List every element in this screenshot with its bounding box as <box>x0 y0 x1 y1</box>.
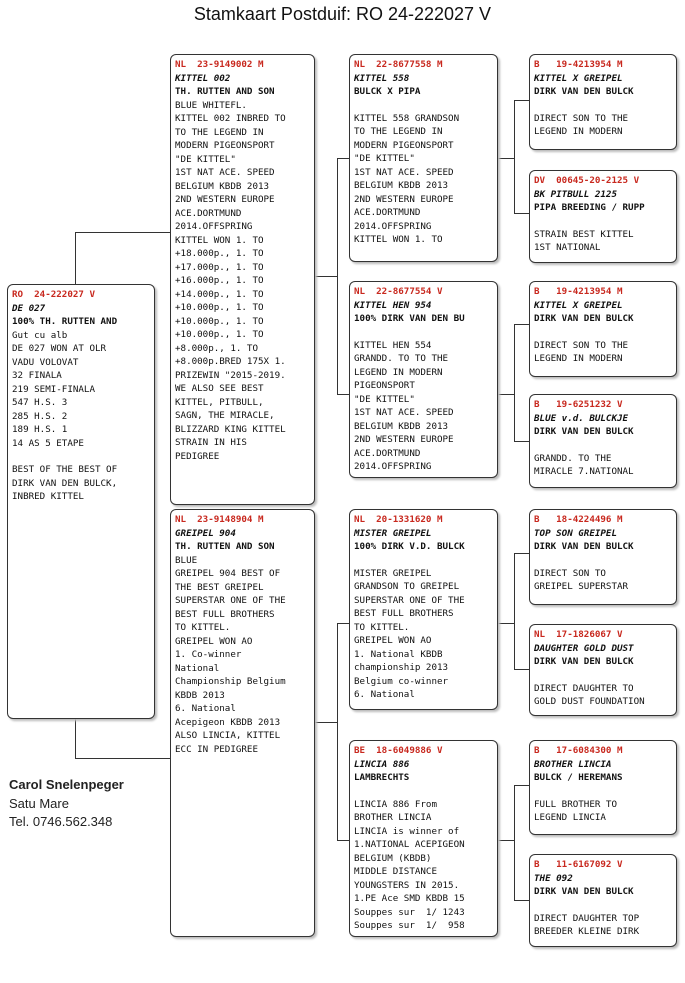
blank-line <box>354 785 493 798</box>
ring-number: B 19-4213954 M <box>534 59 623 70</box>
pedigree-note-line: BLIZZARD KING KITTEL <box>175 423 286 435</box>
connector-line <box>514 213 529 214</box>
pedigree-note-line: SUPERSTAR ONE OF THE <box>354 594 465 606</box>
blank-line <box>354 554 493 567</box>
ring-number: NL 22-8677554 V <box>354 286 443 297</box>
pedigree-note-line: KITTEL, PITBULL, <box>175 396 264 408</box>
pedigree-note-line: MISTER GREIPEL <box>354 567 432 579</box>
pedigree-note-line: MIDDLE DISTANCE <box>354 866 437 877</box>
ring-number: BE 18-6049886 V <box>354 745 443 756</box>
blank-line <box>354 99 493 112</box>
sire-sire-dam-card[interactable] <box>529 170 677 263</box>
ring-number: NL 23-9148904 M <box>175 514 264 525</box>
connector-line <box>514 100 529 101</box>
ring-number: B 19-6251232 V <box>534 399 623 410</box>
pedigree-note-line: LINCIA 886 From <box>354 798 437 810</box>
pedigree-note-line: STRAIN BEST KITTEL <box>534 228 634 240</box>
ring-number: NL 17-1826067 V <box>534 629 623 640</box>
pedigree-note-line: BROTHER LINCIA <box>354 812 432 823</box>
pedigree-note-line: ALSO LINCIA, KITTEL <box>175 730 281 741</box>
pedigree-note-line: BREEDER KLEINE DIRK <box>534 926 640 937</box>
connector-line <box>498 158 514 159</box>
pedigree-note-line: 2ND WESTERN EUROPE <box>354 434 454 445</box>
connector-line <box>514 669 529 670</box>
pedigree-note-line: 1ST NAT ACE. SPEED <box>175 167 275 178</box>
pedigree-note-line: championship 2013 <box>354 662 449 673</box>
ring-number: NL 23-9149002 M <box>175 59 264 70</box>
pedigree-note-line: 2ND WESTERN EUROPE <box>175 194 275 205</box>
pedigree-note-line: Gut cu alb <box>12 329 68 341</box>
pedigree-note-line: GOLD DUST FOUNDATION <box>534 696 645 707</box>
pedigree-note-line: 2014.OFFSPRING <box>175 221 253 232</box>
blank-line <box>354 326 493 339</box>
pedigree-note-line: PRIZEWIN "2015-2019. <box>175 369 286 381</box>
breeder-name: DIRK VAN DEN BULCK <box>534 86 634 97</box>
owner-city: Satu Mare <box>9 795 69 811</box>
pedigree-note-line: KITTEL 558 GRANDSON <box>354 112 460 124</box>
pedigree-note-line: KBDB 2013 <box>175 689 225 701</box>
owner-info <box>9 776 124 832</box>
pedigree-note-line: SAGN, THE MIRACLE, <box>175 410 275 421</box>
connector-line <box>514 785 515 900</box>
pedigree-note-line: VADU VOLOVAT <box>12 356 79 368</box>
pedigree-note-line: KITTEL HEN 554 <box>354 339 432 351</box>
connector-line <box>498 840 514 841</box>
connector-line <box>514 553 529 554</box>
pedigree-note-line: Acepigeon KBDB 2013 <box>175 716 281 728</box>
connector-line <box>514 324 529 325</box>
blank-line <box>534 669 672 682</box>
breeder-name: PIPA BREEDING / RUPP <box>534 202 645 213</box>
pedigree-note-line: 1ST NAT ACE. SPEED <box>354 407 454 418</box>
sire-card[interactable] <box>170 54 315 505</box>
owner-name: Carol Snelenpeger <box>9 777 124 792</box>
pedigree-note-line: +8.000p.BRED 175X 1. <box>175 356 286 367</box>
pedigree-note-line: +14.000p., 1. TO <box>175 288 264 300</box>
pigeon-name: TOP SON GREIPEL <box>534 527 617 539</box>
breeder-name: DIRK VAN DEN BULCK <box>534 886 634 897</box>
pedigree-note-line: 1.NATIONAL ACEPIGEON <box>354 839 465 850</box>
breeder-name: BULCK X PIPA <box>354 86 421 97</box>
pigeon-name: BK PITBULL 2125 <box>534 188 617 200</box>
ring-number: B 18-4224496 M <box>534 514 623 525</box>
ring-number: B 19-4213954 M <box>534 286 623 297</box>
pedigree-note-line: LEGEND IN MODERN <box>534 126 623 137</box>
pedigree-note-line: PIGEONSPORT <box>354 380 415 391</box>
blank-line <box>534 439 672 452</box>
pedigree-note-line: LINCIA is winner of <box>354 825 460 837</box>
dam-sire-sire-card[interactable] <box>529 509 677 605</box>
connector-line <box>514 553 515 669</box>
pedigree-note-line: 6. National <box>175 703 236 714</box>
connector-line <box>337 394 349 395</box>
pedigree-note-line: Souppes sur 1/ 1243 <box>354 906 465 918</box>
pedigree-note-line: 6. National <box>354 689 415 700</box>
pedigree-note-line: LEGEND IN MODERN <box>354 366 443 378</box>
pedigree-note-line: LEGEND LINCIA <box>534 812 606 823</box>
pedigree-note-line: BELGIUM KBDB 2013 <box>175 180 270 192</box>
connector-line <box>337 623 338 840</box>
page-title: Stamkaart Postduif: RO 24-222027 V <box>193 4 492 24</box>
pedigree-note-line: "DE KITTEL" <box>354 153 415 164</box>
ring-number: B 17-6084300 M <box>534 745 623 756</box>
subject-pigeon-card[interactable] <box>7 284 155 719</box>
sire-dam-sire-card[interactable] <box>529 281 677 377</box>
sire-sire-sire-card[interactable] <box>529 54 677 150</box>
connector-line <box>514 441 529 442</box>
pedigree-note-line: Belgium co-winner <box>354 675 449 687</box>
breeder-name: TH. RUTTEN AND SON <box>175 86 275 97</box>
breeder-name: LAMBRECHTS <box>354 772 410 783</box>
pedigree-note-line: DIRECT SON TO THE <box>534 112 629 124</box>
pedigree-note-line: DIRK VAN DEN BULCK, <box>12 477 118 489</box>
sire-dam-card[interactable] <box>349 281 498 478</box>
pedigree-note-line: LEGEND IN MODERN <box>534 353 623 364</box>
connector-line <box>337 158 349 159</box>
pedigree-note-line: +10.000p., 1. TO <box>175 329 264 340</box>
breeder-name: 100% DIRK VAN DEN BU <box>354 313 465 324</box>
pigeon-name: DAUGHTER GOLD DUST <box>534 642 634 654</box>
pigeon-name: MISTER GREIPEL <box>354 527 432 539</box>
pigeon-name: BROTHER LINCIA <box>534 758 612 770</box>
blank-line <box>534 554 672 567</box>
pedigree-note-line: 1ST NATIONAL <box>534 242 601 253</box>
pedigree-note-line: +10.000p., 1. TO <box>175 302 264 313</box>
pigeon-name: KITTEL 002 <box>175 72 231 84</box>
pedigree-note-line: KITTEL 002 INBRED TO <box>175 113 286 124</box>
connector-line <box>514 100 515 213</box>
pedigree-note-line: BLUE WHITEFL. <box>175 99 247 111</box>
pedigree-note-line: KITTEL WON 1. TO <box>175 234 264 246</box>
pedigree-note-line: GREIPEL 904 BEST OF <box>175 568 281 579</box>
pedigree-note-line: THE BEST GREIPEL <box>175 581 264 593</box>
pedigree-note-line: 547 H.S. 3 <box>12 397 68 408</box>
pedigree-note-line: BLUE <box>175 554 198 566</box>
pedigree-note-line: 1ST NAT ACE. SPEED <box>354 166 454 178</box>
blank-line <box>534 899 672 912</box>
sire-dam-dam-card[interactable] <box>529 394 677 488</box>
pedigree-note-line: MODERN PIGEONSPORT <box>354 139 454 151</box>
blank-line <box>12 450 150 463</box>
pedigree-note-line: +18.000p., 1. TO <box>175 248 264 259</box>
connector-line <box>315 722 337 723</box>
dam-sire-dam-card[interactable] <box>529 624 677 716</box>
ring-number: B 11-6167092 V <box>534 859 623 870</box>
breeder-name: 100% TH. RUTTEN AND <box>12 316 118 327</box>
pedigree-note-line: SUPERSTAR ONE OF THE <box>175 595 286 606</box>
pedigree-note-line: 219 SEMI-FINALA <box>12 383 95 395</box>
connector-line <box>315 276 337 277</box>
pedigree-note-line: Souppes sur 1/ 958 <box>354 920 465 931</box>
pedigree-note-line: DIRECT DAUGHTER TO <box>534 682 634 694</box>
connector-line <box>75 232 76 284</box>
pigeon-name: THE 092 <box>534 872 573 884</box>
pedigree-note-line: +10.000p., 1. TO <box>175 315 264 327</box>
breeder-name: BULCK / HEREMANS <box>534 772 623 783</box>
sire-sire-card[interactable] <box>349 54 498 262</box>
pedigree-note-line: GREIPEL SUPERSTAR <box>534 581 629 592</box>
pedigree-note-line: ACE.DORTMUND <box>354 207 421 218</box>
pedigree-note-line: 189 H.S. 1 <box>12 424 68 435</box>
pedigree-note-line: +8.000p., 1. TO <box>175 342 258 354</box>
ring-number: NL 20-1331620 M <box>354 514 443 525</box>
pedigree-note-line: +16.000p., 1. TO <box>175 275 264 286</box>
connector-line <box>337 840 349 841</box>
pedigree-note-line: MODERN PIGEONSPORT <box>175 140 275 151</box>
pedigree-note-line: BEST FULL BROTHERS <box>175 608 275 620</box>
pedigree-note-line: BELGIUM KBDB 2013 <box>354 420 449 432</box>
pedigree-note-line: +17.000p., 1. TO <box>175 261 264 273</box>
connector-line <box>498 623 514 624</box>
pedigree-note-line: 1. Co-winner <box>175 649 242 660</box>
breeder-name: DIRK VAN DEN BULCK <box>534 426 634 437</box>
connector-line <box>75 232 170 233</box>
pedigree-note-line: 2014.OFFSPRING <box>354 220 432 232</box>
ring-number: DV 00645-20-2125 V <box>534 175 640 186</box>
dam-sire-card[interactable] <box>349 509 498 710</box>
dam-dam-dam-card[interactable] <box>529 854 677 947</box>
pedigree-note-line: BEST OF THE BEST OF <box>12 464 118 475</box>
pedigree-note-line: BELGIUM KBDB 2013 <box>354 180 449 191</box>
dam-dam-sire-card[interactable] <box>529 740 677 835</box>
pedigree-note-line: 2014.OFFSPRING <box>354 461 432 472</box>
pigeon-name: BLUE v.d. BULCKJE <box>534 412 629 424</box>
pedigree-note-line: 2ND WESTERN EUROPE <box>354 193 454 205</box>
connector-line <box>337 623 349 624</box>
pedigree-note-line: KITTEL WON 1. TO <box>354 234 443 245</box>
pedigree-note-line: DIRECT SON TO <box>534 567 606 579</box>
pedigree-note-line: ECC IN PEDIGREE <box>175 743 258 755</box>
pedigree-note-line: GRANDD. TO THE <box>534 452 612 464</box>
pedigree-note-line: 32 FINALA <box>12 370 62 381</box>
pedigree-note-line: YOUNGSTERS IN 2015. <box>354 879 460 891</box>
pedigree-note-line: 1. National KBDB <box>354 648 443 660</box>
pigeon-name: DE 027 <box>12 302 46 314</box>
pedigree-note-line: GREIPEL WON AO <box>354 635 432 646</box>
connector-line <box>498 394 514 395</box>
connector-line <box>75 758 170 759</box>
connector-line <box>75 719 76 759</box>
pedigree-note-line: DIRECT SON TO THE <box>534 339 629 351</box>
connector-line <box>514 785 529 786</box>
pedigree-note-line: 285 H.S. 2 <box>12 410 68 422</box>
ring-number: RO 24-222027 V <box>12 289 95 300</box>
pedigree-note-line: TO KITTEL. <box>354 621 410 633</box>
pedigree-note-line: PEDIGREE <box>175 450 220 462</box>
pedigree-note-line: TO THE LEGEND IN <box>354 126 443 137</box>
breeder-name: DIRK VAN DEN BULCK <box>534 656 634 667</box>
pedigree-note-line: ACE.DORTMUND <box>175 207 242 219</box>
connector-line <box>514 900 529 901</box>
pedigree-note-line: BELGIUM (KBDB) <box>354 852 432 864</box>
blank-line <box>534 215 672 228</box>
pigeon-name: KITTEL 558 <box>354 72 410 84</box>
connector-line <box>514 324 515 441</box>
pedigree-note-line: National <box>175 662 220 674</box>
pedigree-note-line: WE ALSO SEE BEST <box>175 383 264 394</box>
pedigree-note-line: ACE.DORTMUND <box>354 447 421 459</box>
breeder-name: DIRK VAN DEN BULCK <box>534 541 634 552</box>
pedigree-note-line: GREIPEL WON AO <box>175 635 253 647</box>
blank-line <box>534 326 672 339</box>
pedigree-note-line: TO THE LEGEND IN <box>175 126 264 138</box>
pedigree-note-line: Championship Belgium <box>175 676 286 687</box>
blank-line <box>534 99 672 112</box>
pigeon-name: GREIPEL 904 <box>175 527 236 539</box>
pedigree-note-line: 1.PE Ace SMD KBDB 15 <box>354 893 465 904</box>
blank-line <box>534 785 672 798</box>
connector-line <box>337 158 338 394</box>
pedigree-note-line: STRAIN IN HIS <box>175 437 247 448</box>
pedigree-note-line: GRANDSON TO GREIPEL <box>354 581 460 592</box>
breeder-name: 100% DIRK V.D. BULCK <box>354 541 465 552</box>
pedigree-note-line: GRANDD. TO TO THE <box>354 353 449 364</box>
pigeon-name: KITTEL X GREIPEL <box>534 72 623 84</box>
breeder-name: DIRK VAN DEN BULCK <box>534 313 634 324</box>
pigeon-name: KITTEL HEN 954 <box>354 299 432 311</box>
pedigree-note-line: BEST FULL BROTHERS <box>354 608 454 619</box>
pedigree-note-line: "DE KITTEL" <box>175 153 236 165</box>
pigeon-name: LINCIA 886 <box>354 758 410 770</box>
pedigree-note-line: TO KITTEL. <box>175 622 231 633</box>
dam-card[interactable] <box>170 509 315 937</box>
pigeon-name: KITTEL X GREIPEL <box>534 299 623 311</box>
ring-number: NL 22-8677558 M <box>354 59 443 70</box>
owner-phone: Tel. 0746.562.348 <box>9 814 113 829</box>
pedigree-note-line: MIRACLE 7.NATIONAL <box>534 466 634 477</box>
pedigree-note-line: FULL BROTHER TO <box>534 798 617 810</box>
dam-dam-card[interactable] <box>349 740 498 937</box>
pedigree-note-line: DIRECT DAUGHTER TOP <box>534 912 640 924</box>
pedigree-note-line: INBRED KITTEL <box>12 491 84 502</box>
breeder-name: TH. RUTTEN AND SON <box>175 541 275 552</box>
pedigree-note-line: DE 027 WON AT OLR <box>12 343 107 354</box>
pedigree-note-line: "DE KITTEL" <box>354 393 415 405</box>
pedigree-note-line: 14 AS 5 ETAPE <box>12 437 84 449</box>
